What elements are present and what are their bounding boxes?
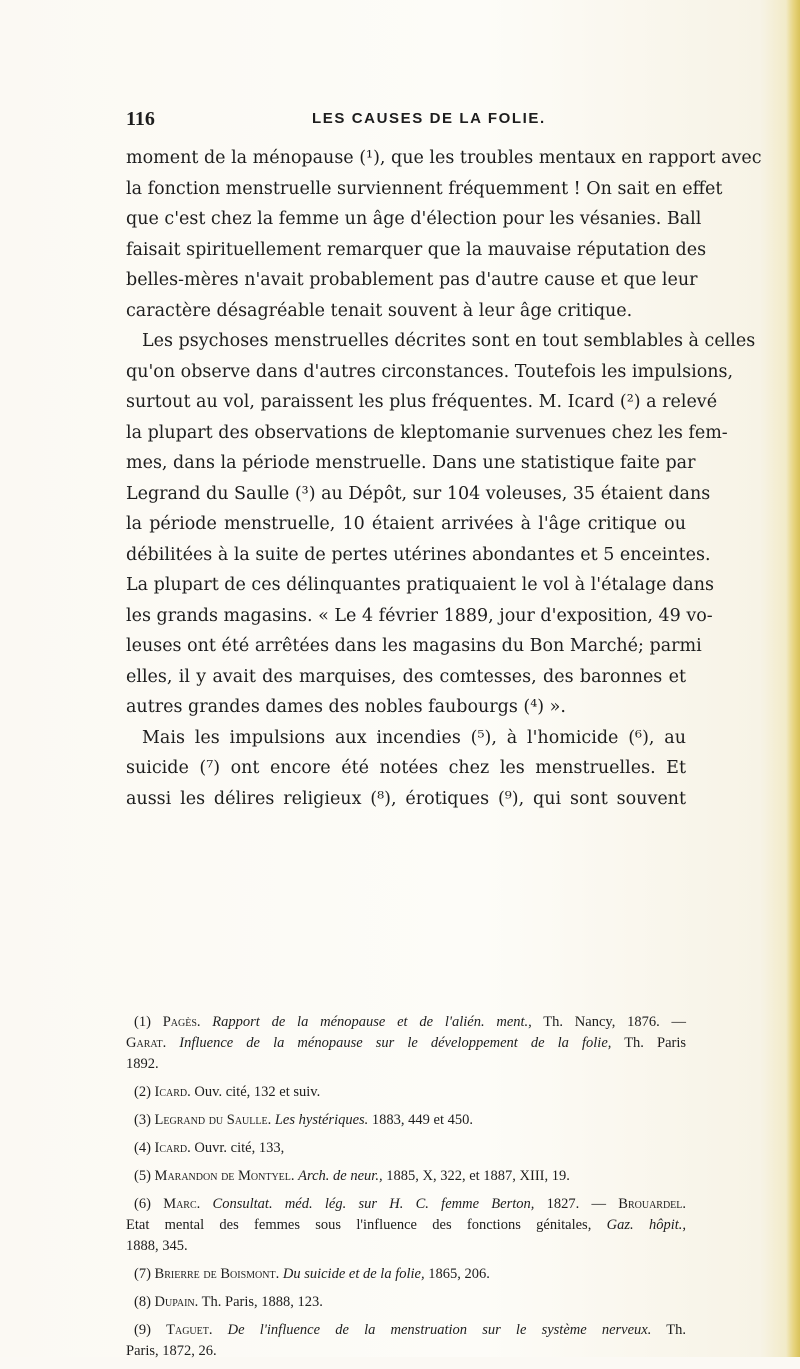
running-title: LES CAUSES DE LA FOLIE. xyxy=(312,110,546,127)
footnote-text: Th. xyxy=(666,1322,687,1338)
footnote-text: 1865, 206. xyxy=(428,1266,490,1282)
footnote xyxy=(126,1166,686,1187)
footnote-author: Legrand du Saulle. xyxy=(154,1112,272,1128)
footnote-title: Rapport de la ménopause et de l'alién. ment., xyxy=(212,1014,532,1030)
body-line: Mais les impulsions aux incendies (⁵), à l'homicide (⁶), au xyxy=(142,727,686,748)
body-line: débilitées à la suite de pertes utérines abondantes et 5 enceintes. xyxy=(126,544,711,565)
footnote-number: (6) xyxy=(134,1196,151,1212)
body-line: La plupart de ces délinquantes pratiquaient le vol à l'étalage dans xyxy=(126,575,714,595)
body-line: la plupart des observations de kleptomanie survenues chez les fem- xyxy=(126,422,728,443)
footnote-text: Paris, 1872, 26. xyxy=(126,1343,217,1359)
page-number: 116 xyxy=(126,108,155,130)
footnote xyxy=(126,1292,686,1313)
footnote-text: Th. Paris, 1888, 123. xyxy=(201,1294,323,1310)
footnote-title: De l'influence de la menstruation sur le système nerveux. xyxy=(227,1322,652,1338)
footnote-number: (2) xyxy=(134,1084,151,1100)
footnote xyxy=(126,1082,686,1103)
body-line: moment de la ménopause (¹), que les troubles mentaux en rapport avec xyxy=(126,148,762,168)
footnote-author: Garat. xyxy=(126,1035,167,1051)
footnotes xyxy=(126,1012,686,1369)
body-line: Legrand du Saulle (³) au Dépôt, sur 104 voleuses, 35 étaient dans xyxy=(126,483,711,504)
footnote-author: Dupain. xyxy=(154,1294,199,1310)
body-line: surtout au vol, paraissent les plus fréquentes. M. Icard (²) a relevé xyxy=(126,392,718,412)
footnote-text: 1885, X, 322, et 1887, XIII, 19. xyxy=(386,1168,570,1184)
body-line: la période menstruelle, 10 étaient arrivées à l'âge critique ou xyxy=(126,514,686,534)
footnote-author: Brierre de Boismont. xyxy=(154,1266,280,1282)
body-line: la fonction menstruelle surviennent fréquemment ! On sait en effet xyxy=(126,178,723,199)
body-text xyxy=(126,143,762,814)
footnote-title: Gaz. hôpit., xyxy=(606,1217,686,1233)
footnote-author: Icard. xyxy=(154,1084,191,1100)
body-line: Les psychoses menstruelles décrites sont en tout semblables à celles xyxy=(142,331,756,351)
body-line: belles-mères n'avait probablement pas d'autre cause et que leur xyxy=(126,270,698,290)
footnote-title: Consultat. méd. lég. sur H. C. femme Berton, xyxy=(212,1196,535,1212)
footnote xyxy=(126,1264,686,1285)
footnote-text: 1827. — xyxy=(546,1196,607,1212)
footnote-title: Arch. de neur., xyxy=(298,1168,383,1184)
body-line: autres grandes dames des nobles faubourgs (⁴) ». xyxy=(126,697,566,717)
footnote-text: Th. Paris xyxy=(624,1035,687,1051)
footnote xyxy=(126,1012,686,1075)
footnote xyxy=(126,1138,686,1159)
footnote-text: 1883, 449 et 450. xyxy=(371,1112,474,1128)
footnote-number: (3) xyxy=(134,1112,151,1128)
footnote-text: Th. Nancy, 1876. — xyxy=(543,1014,687,1030)
footnote-text: Etat mental des femmes sous l'influence des fonctions génitales, xyxy=(126,1217,592,1233)
footnote-title: Influence de la ménopause sur le développement de la folie, xyxy=(179,1035,612,1051)
footnote-title: Du suicide et de la folie, xyxy=(282,1266,425,1282)
footnote-text: 1892. xyxy=(126,1056,159,1072)
footnote-number: (8) xyxy=(134,1294,151,1310)
body-line: faisait spirituellement remarquer que la mauvaise réputation des xyxy=(126,239,707,260)
footnote-number: (9) xyxy=(134,1322,151,1338)
body-line: leuses ont été arrêtées dans les magasins du Bon Marché; parmi xyxy=(126,636,702,656)
body-line: elles, il y avait des marquises, des comtesses, des baronnes et xyxy=(126,666,686,687)
footnote-number: (7) xyxy=(134,1266,151,1282)
body-line: mes, dans la période menstruelle. Dans une statistique faite par xyxy=(126,453,696,473)
page-edge xyxy=(786,0,800,1357)
body-line: les grands magasins. « Le 4 février 1889, jour d'exposition, 49 vo- xyxy=(126,605,713,626)
body-line: qu'on observe dans d'autres circonstances. Toutefois les impulsions, xyxy=(126,361,734,382)
footnote-author: Icard. xyxy=(154,1140,191,1156)
footnote-text: Ouv. cité, 132 et suiv. xyxy=(194,1084,321,1100)
body-line: caractère désagréable tenait souvent à leur âge critique. xyxy=(126,300,633,321)
footnote-author: Marandon de Montyel. xyxy=(154,1168,295,1184)
footnote xyxy=(126,1110,686,1131)
footnote-number: (4) xyxy=(134,1140,151,1156)
footnote-author: Pagès. xyxy=(162,1014,201,1030)
footnote xyxy=(126,1194,686,1257)
footnote-text: Ouvr. cité, 133, xyxy=(194,1140,285,1156)
footnote-text: 1888, 345. xyxy=(126,1238,188,1254)
footnote xyxy=(126,1320,686,1362)
body-line: aussi les délires religieux (⁸), érotiques (⁹), qui sont souvent xyxy=(126,788,686,809)
footnote-author: Taguet. xyxy=(166,1322,213,1338)
footnote-number: (1) xyxy=(134,1014,151,1030)
body-line: suicide (⁷) ont encore été notées chez les menstruelles. Et xyxy=(126,758,686,778)
footnote-number: (5) xyxy=(134,1168,151,1184)
footnote-author: Brouardel. xyxy=(618,1196,687,1212)
page-header xyxy=(126,108,686,134)
body-line: que c'est chez la femme un âge d'élection pour les vésanies. Ball xyxy=(126,209,702,229)
footnote-title: Les hystériques. xyxy=(274,1112,369,1128)
footnote-author: Marc. xyxy=(163,1196,201,1212)
